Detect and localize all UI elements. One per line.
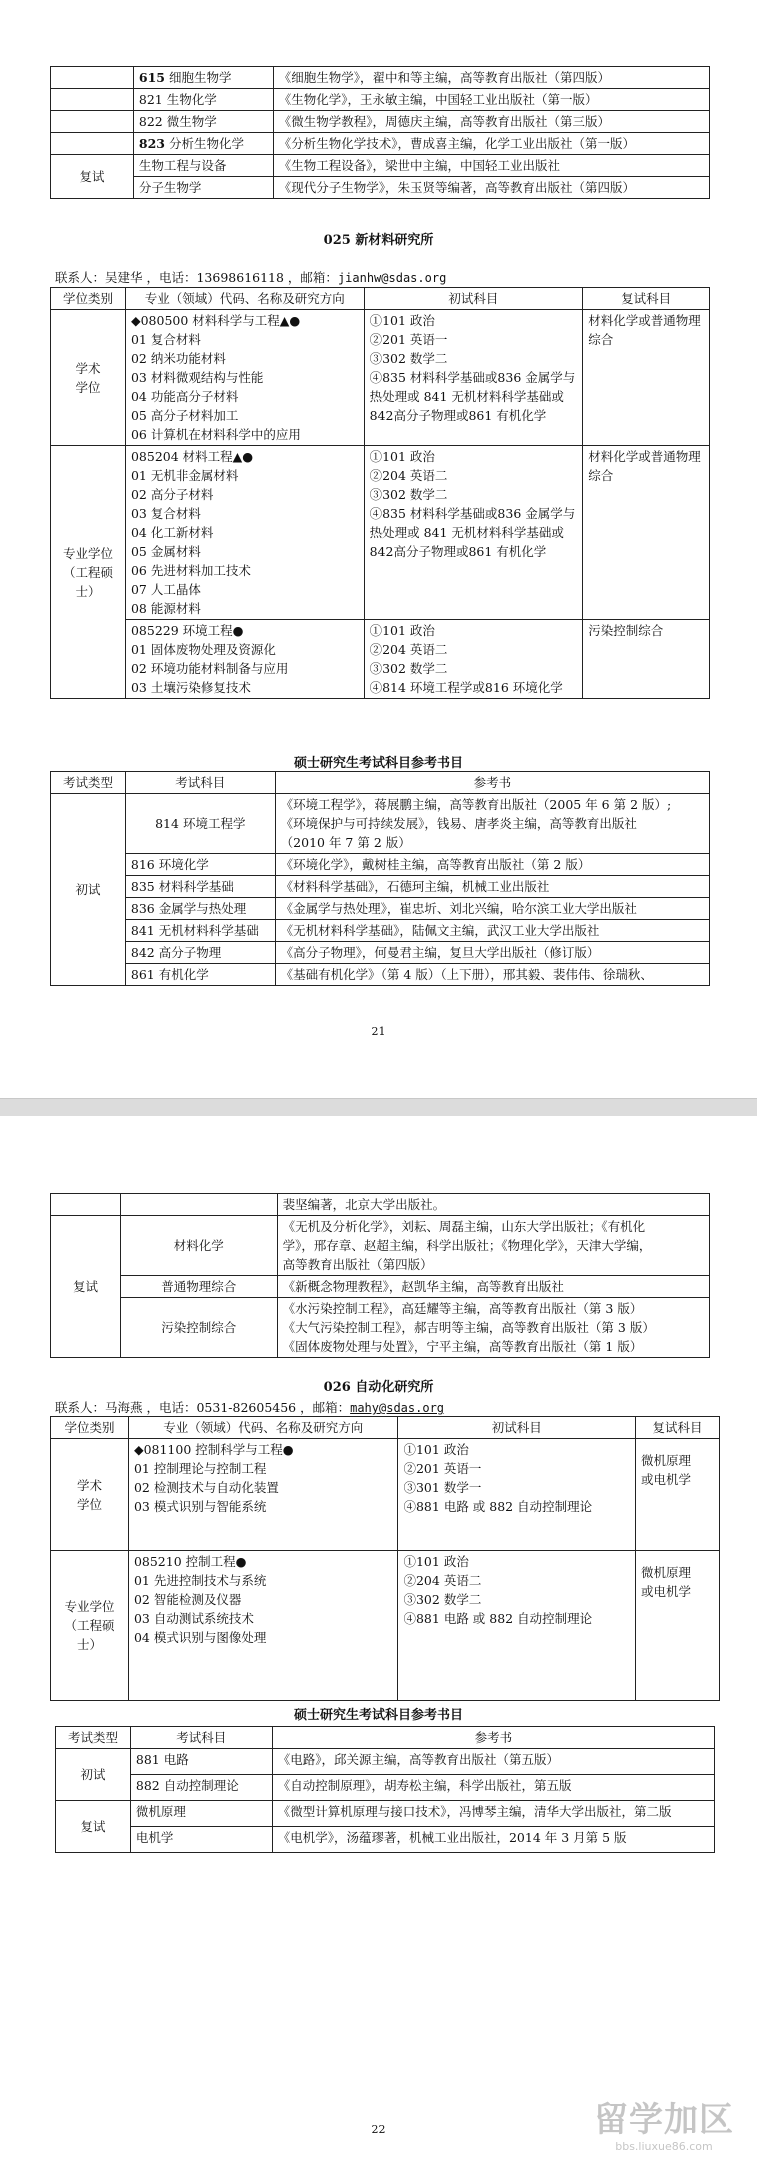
major-list-line: 085229 环境工程● [130,623,244,638]
reference-book: 《电路》，邱关源主编，高等教育出版社（第五版） [272,1749,714,1775]
initial-exam-list-line: ④881 电路 或 882 自动控制理论 [403,1499,593,1514]
table-row [56,1749,715,1775]
major-list-line: 02 检测技术与自动化装置 [133,1480,279,1495]
subject-name: 分析生物化学 [168,136,244,151]
table-row [51,111,710,133]
initial-exam-list-line: ①101 政治 [369,313,435,328]
major-list-line: 01 固体废物处理及资源化 [130,642,276,657]
column-header: 考试科目 [130,1727,272,1749]
degree-category-line: （工程硕 [64,1618,115,1633]
subject-code: 615 [138,70,165,85]
major-list-line: 01 无机非金属材料 [130,468,239,483]
degree-category-line: 学位 [75,379,101,395]
table-row [56,1801,715,1827]
initial-exam-list [398,1439,636,1551]
reference-book [277,1276,709,1298]
institute-026-reference-books-table [55,1726,715,1853]
reference-book [277,1298,709,1358]
retest-subject [636,1551,720,1701]
degree-category-line: 士） [75,583,101,599]
major-list-line: 05 金属材料 [130,544,201,559]
major-list-line: 02 高分子材料 [130,487,214,502]
reference-book-line: 《材料科学基础》，石德珂主编，机械工业出版社 [280,879,550,894]
table-header-row [56,1727,715,1749]
reference-book-line: 《无机及分析化学》，刘耘、周磊主编，山东大学出版社；《有机化 [282,1219,646,1234]
major-list-line: 02 智能检测及仪器 [133,1592,242,1607]
table-header-row [51,1417,720,1439]
column-header: 初试科目 [398,1417,636,1439]
empty-cell [51,1194,121,1216]
table-row [51,876,710,898]
reference-book [275,964,709,986]
major-list-line: 03 土壤污染修复技术 [130,680,251,695]
column-header: 参考书 [272,1727,714,1749]
table-row [51,177,710,199]
reference-book-line: 《基础有机化学》（第 4 版）（上下册），邢其毅、裴伟伟、徐瑞秋、 [280,967,653,982]
major-list-line: 02 纳米功能材料 [130,351,226,366]
column-header: 参考书 [275,772,709,794]
major-list-line: 07 人工晶体 [130,582,201,597]
table-header-row [51,288,710,310]
initial-exam-list-line: ③302 数学二 [369,661,448,676]
initial-exam-list-line: ②204 英语二 [403,1573,482,1588]
retest-subject: 材料化学或普通物理综合 [583,446,710,620]
degree-category [51,446,126,699]
table-row [51,446,710,620]
exam-type-label: 初试 [56,1749,131,1801]
initial-exam-list-line: ③302 数学二 [403,1592,482,1607]
table-row [56,1775,715,1801]
page-number: 21 [371,1025,386,1038]
degree-category-line: 微机原理 [641,1565,692,1580]
major-list-line: 04 化工新材料 [130,525,214,540]
major-list-line: 01 复合材料 [130,332,201,347]
exam-subject [133,133,273,155]
major-list-line: 085210 控制工程● [133,1554,247,1569]
reference-book-line: 《水污染控制工程》，高廷耀等主编，高等教育出版社（第 3 版） [282,1301,643,1316]
subject-name: 细胞生物学 [168,70,232,85]
major-list [128,1551,398,1701]
initial-exam-list-line: ③302 数学二 [369,351,448,366]
reference-book: 《现代分子生物学》，朱玉贤等编著，高等教育出版社（第四版） [273,177,709,199]
initial-exam-list-line: ③301 数学一 [403,1480,482,1495]
exam-subject: 材料化学 [120,1216,277,1276]
major-list-line: 04 模式识别与图像处理 [133,1630,267,1645]
exam-type-label: 复试 [51,1216,121,1358]
reference-book-line: 《环境工程学》，蒋展鹏主编，高等教育出版社（2005 年 6 第 2 版）; [280,797,672,812]
degree-category-line: 士） [76,1637,102,1652]
exam-subject: 污染控制综合 [120,1298,277,1358]
institute-026-majors-table [50,1416,720,1701]
reference-book-line: （2010 年 7 第 2 版） [280,835,411,850]
degree-category-line: 或电机学 [641,1584,692,1599]
reference-book: 《电机学》，汤蕴璆著，机械工业出版社，2014 年 3 月第 5 版 [272,1827,714,1853]
subject-code: 822 [138,114,163,129]
degree-category-line: 学术 [75,360,101,376]
contact-email-link[interactable]: mahy@sdas.org [350,1401,445,1415]
exam-subject: 分子生物学 [133,177,273,199]
reference-book: 《生物工程设备》，梁世中主编，中国轻工业出版社 [273,155,709,177]
reference-book [275,920,709,942]
exam-subject: 842 高分子物理 [125,942,275,964]
column-header: 专业（领域）代码、名称及研究方向 [125,288,364,310]
subject-name: 微生物学 [166,114,217,129]
retest-subject [636,1439,720,1551]
table-row [51,1298,710,1358]
exam-type-label: 初试 [51,794,126,986]
reference-book [275,898,709,920]
reference-book: 裴坚编著，北京大学出版社。 [277,1194,709,1216]
initial-exam-list-line: ④881 电路 或 882 自动控制理论 [403,1611,593,1626]
exam-subject: 836 金属学与热处理 [125,898,275,920]
column-header: 考试类型 [51,772,126,794]
subject-name: 生物化学 [166,92,217,107]
major-list-line: ◆081100 控制科学与工程● [133,1442,294,1457]
empty-cell [51,89,134,111]
major-list-line: 03 模式识别与智能系统 [133,1499,267,1514]
reference-book-line: 《无机材料科学基础》，陆佩文主编，武汉工业大学出版社 [280,923,600,938]
exam-subject: 816 环境化学 [125,854,275,876]
reference-book: 《微生物学教程》，周德庆主编，高等教育出版社（第三版） [273,111,709,133]
empty-cell [51,111,134,133]
major-list-line: 08 能源材料 [130,601,201,616]
exam-subject: 861 有机化学 [125,964,275,986]
degree-category-line: 专业学位 [62,545,113,561]
reference-book-line: 《固体废物处理与处置》，宁平主编，高等教育出版社（第 1 版） [282,1339,643,1354]
table-header-row [51,772,710,794]
reference-book: 《自动控制原理》，胡寿松主编，科学出版社，第五版 [272,1775,714,1801]
table-row [51,1276,710,1298]
degree-category [51,1551,129,1701]
institute-025-contact [55,268,446,286]
institute-025-title: 025 新材料研究所 [323,233,434,248]
exam-subject [133,111,273,133]
major-list-line: 06 计算机在材料科学中的应用 [130,427,301,442]
degree-category-line: 或电机学 [641,1472,692,1487]
major-list-line: 06 先进材料加工技术 [130,563,251,578]
reference-books-table-continued [50,1193,710,1358]
degree-category-line: （工程硕 [62,564,113,580]
column-header: 复试科目 [583,288,710,310]
subject-code: 821 [138,92,163,107]
exam-type-label: 复试 [56,1801,131,1853]
column-header: 复试科目 [636,1417,720,1439]
institute-025-reference-books-table [50,771,710,986]
table-row [56,1827,715,1853]
retest-subject: 材料化学或普通物理综合 [583,310,710,446]
table-row [51,155,710,177]
exam-subject: 电机学 [130,1827,272,1853]
table-row [51,1551,720,1701]
degree-category [51,310,126,446]
major-list-line: 02 环境功能材料制备与应用 [130,661,289,676]
initial-exam-list-line: ①101 政治 [369,449,435,464]
column-header: 初试科目 [364,288,583,310]
subject-code: 823 [138,136,165,151]
major-list-line: 03 自动测试系统技术 [133,1611,254,1626]
initial-exam-list-line: ④835 材料科学基础或836 金属学与热处理或 841 无机材料科学基础或842高分子物理或861 有机化学 [369,370,576,423]
column-header: 专业（领域）代码、名称及研究方向 [128,1417,398,1439]
institute-026-contact [55,1398,444,1416]
table-row [51,920,710,942]
column-header: 学位类别 [51,288,126,310]
reference-book-line: 《金属学与热处理》，崔忠圻、刘北兴编，哈尔滨工业大学出版社 [280,901,637,916]
exam-type-label: 复试 [51,155,134,199]
table-row [51,133,710,155]
reference-book: 《微型计算机原理与接口技术》，冯博琴主编，清华大学出版社，第二版 [272,1801,714,1827]
table-row [51,942,710,964]
major-list [125,620,364,699]
table-row [51,89,710,111]
initial-exam-list [398,1551,636,1701]
exam-subject: 814 环境工程学 [125,794,275,854]
column-header: 考试科目 [125,772,275,794]
initial-exam-list-line: ④835 材料科学基础或836 金属学与热处理或 841 无机材料科学基础或842高分子物理或861 有机化学 [369,506,576,559]
table-row [51,964,710,986]
empty-cell [51,67,134,89]
degree-category-line: 微机原理 [641,1453,692,1468]
degree-category-line: 学位 [76,1496,102,1512]
exam-subject: 835 材料科学基础 [125,876,275,898]
table-row [51,1216,710,1276]
exam-subject: 881 电路 [130,1749,272,1775]
major-list-line: 01 先进控制技术与系统 [133,1573,267,1588]
initial-exam-list [364,620,583,699]
table-row [51,1194,710,1216]
column-header: 学位类别 [51,1417,129,1439]
reference-book-line: 学》，邢存章、赵超主编，科学出版社；《物理化学》，天津大学编， [282,1238,652,1253]
reference-book [275,942,709,964]
major-list [125,446,364,620]
major-list-line: 085204 材料工程▲● [130,449,254,464]
initial-exam-list-line: ①101 政治 [369,623,435,638]
major-list [125,310,364,446]
table-row [51,794,710,854]
reference-book [275,876,709,898]
table-row [51,310,710,446]
institute-025-reference-title: 硕士研究生考试科目参考书目 [293,756,463,771]
reference-book-line: 高等教育出版社（第四版） [282,1257,433,1272]
exam-subject [133,67,273,89]
contact-email-link[interactable]: jianhw@sdas.org [337,271,447,285]
site-watermark [589,2100,739,2162]
exam-subject: 微机原理 [130,1801,272,1827]
reference-book [277,1216,709,1276]
reference-book: 《分析生物化学技术》，曹成喜主编，化学工业出版社（第一版） [273,133,709,155]
degree-category-line: 学术 [76,1477,102,1493]
reference-book-line: 《新概念物理教程》，赵凯华主编，高等教育出版社 [282,1279,564,1294]
initial-exam-list [364,310,583,446]
reference-book [275,794,709,854]
contact-info: 联系人：马海燕 ，电话：0531-82605456 ，邮箱： [55,1400,351,1415]
major-list-line: 05 高分子材料加工 [130,408,239,423]
major-list-line: 04 功能高分子材料 [130,389,239,404]
exam-subject: 882 自动控制理论 [130,1775,272,1801]
degree-category-line: 专业学位 [64,1599,115,1614]
initial-exam-list-line: ②204 英语二 [369,642,448,657]
major-list-line: ◆080500 材料科学与工程▲● [130,313,301,328]
watermark-url: bbs.liuxue86.com [615,2140,713,2153]
major-list-line: 01 控制理论与控制工程 [133,1461,267,1476]
table-row [51,1439,720,1551]
table-row [51,854,710,876]
institute-026-reference-title: 硕士研究生考试科目参考书目 [293,1708,463,1723]
reference-book-line: 《环境保护与可持续发展》，钱易、唐孝炎主编，高等教育出版社 [280,816,637,831]
initial-exam-list-line: ②204 英语二 [369,468,448,483]
empty-cell [120,1194,277,1216]
initial-exam-list-line: ②201 英语一 [403,1461,482,1476]
watermark-logo-text: 留学加区 [594,2100,734,2140]
reference-book: 《生物化学》，王永敏主编，中国轻工业出版社（第一版） [273,89,709,111]
page-number: 22 [371,2123,386,2136]
column-header: 考试类型 [56,1727,131,1749]
table-row [51,898,710,920]
empty-cell [51,133,134,155]
degree-category [51,1439,129,1551]
exam-subject [133,89,273,111]
reference-book-line: 《环境化学》，戴树桂主编，高等教育出版社（第 2 版） [280,857,591,872]
contact-info: 联系人：吴建华 ，电话：13698616118 ，邮箱： [55,270,338,285]
table-row [51,620,710,699]
initial-exam-list-line: ①101 政治 [403,1442,469,1457]
major-list-line: 03 复合材料 [130,506,201,521]
reference-books-table-continued [50,66,710,199]
exam-subject: 生物工程与设备 [133,155,273,177]
initial-exam-list-line: ①101 政治 [403,1554,469,1569]
exam-subject: 普通物理综合 [120,1276,277,1298]
institute-026-title: 026 自动化研究所 [323,1380,434,1395]
reference-book: 《细胞生物学》，翟中和等主编，高等教育出版社（第四版） [273,67,709,89]
reference-book-line: 《高分子物理》，何曼君主编，复旦大学出版社（修订版） [280,945,600,960]
institute-025-majors-table [50,287,710,699]
initial-exam-list-line: ③302 数学二 [369,487,448,502]
major-list [128,1439,398,1551]
initial-exam-list-line: ②201 英语一 [369,332,448,347]
page-separator [0,1098,757,1118]
document-page-22 [0,1116,757,2178]
exam-subject: 841 无机材料科学基础 [125,920,275,942]
initial-exam-list [364,446,583,620]
retest-subject: 污染控制综合 [583,620,710,699]
reference-book [275,854,709,876]
initial-exam-list-line: ④814 环境工程学或816 环境化学 [369,680,563,695]
reference-book-line: 《大气污染控制工程》，郝吉明等主编，高等教育出版社（第 3 版） [282,1320,655,1335]
table-row [51,67,710,89]
major-list-line: 03 材料微观结构与性能 [130,370,264,385]
